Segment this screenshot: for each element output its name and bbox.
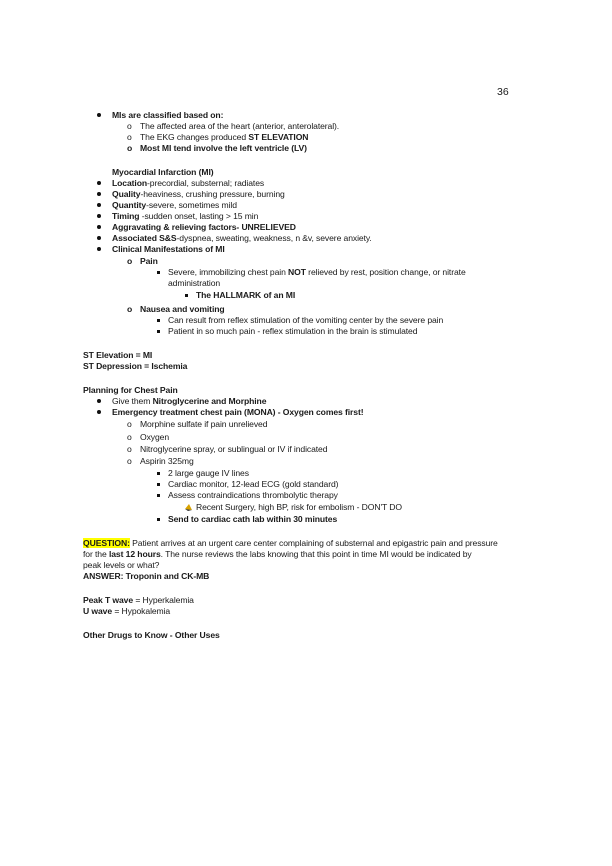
- pain-detail-line-2: administration: [168, 278, 221, 288]
- question-text-1: Patient arrives at an urgent care center complaining of substernal and epigastric pain and pressure: [129, 538, 498, 548]
- nitro-morphine-emphasis: Nitroglycerine and Morphine: [152, 396, 267, 406]
- pain-detail-text: Severe, immobilizing chest pain: [168, 267, 289, 277]
- question-line-2: [83, 549, 472, 560]
- u-wave-line: [83, 606, 170, 617]
- question-text-2a: for the: [83, 549, 109, 559]
- quality-text: -heaviness, crushing pressure, burning: [140, 189, 285, 199]
- pain-detail-line: [168, 267, 466, 278]
- nausea-detail-1: Can result from reflex stimulation of the vomiting center by the severe pain: [168, 315, 444, 325]
- bullet-square-icon: [157, 494, 160, 497]
- page-number: 36: [497, 86, 509, 98]
- u-wave-label: U wave: [83, 606, 113, 616]
- bullet-icon: [97, 113, 101, 117]
- mona-item-nitro: Nitroglycerine spray, or sublingual or IV if indicated: [140, 444, 328, 454]
- st-elevation-emphasis: ST ELEVATION: [248, 132, 309, 142]
- bullet-square-icon: [157, 472, 160, 475]
- question-line-3: peak levels or what?: [83, 560, 160, 570]
- classified-item-2-text: The EKG changes produced: [140, 132, 249, 142]
- clinical-manifestations-label: Clinical Manifestations of MI: [112, 244, 225, 254]
- mona-item-oxygen: Oxygen: [140, 432, 170, 442]
- nausea-label: Nausea and vomiting: [140, 304, 225, 314]
- classified-item-3: Most MI tend involve the left ventricle (LV): [140, 143, 307, 153]
- not-emphasis: NOT: [288, 267, 306, 277]
- location-label: Location: [112, 178, 148, 188]
- bullet-o-icon: o: [127, 143, 133, 153]
- location-line: [112, 178, 264, 189]
- bullet-square-icon: [157, 319, 160, 322]
- bullet-icon: [97, 225, 101, 229]
- bullet-icon: [97, 214, 101, 218]
- aspirin-sub-2: Cardiac monitor, 12-lead ECG (gold standard): [168, 479, 339, 489]
- question-label: QUESTION:: [83, 538, 130, 548]
- give-them-line: [112, 396, 266, 407]
- question-text-2b: . The nurse reviews the labs knowing that this point in time MI would be indicated by: [160, 549, 472, 559]
- peak-t-wave-value: = Hyperkalemia: [133, 595, 194, 605]
- aggravating-line: [112, 222, 296, 233]
- bullet-o-icon: o: [127, 121, 132, 131]
- bullet-icon: [97, 410, 101, 414]
- answer-line: ANSWER: Troponin and CK-MB: [83, 571, 210, 581]
- classified-item-1: The affected area of the heart (anterior, anterolateral).: [140, 121, 340, 131]
- cath-lab-line: Send to cardiac cath lab within 30 minutes: [168, 514, 338, 524]
- nausea-detail-2: Patient in so much pain - reflex stimulation in the brain is stimulated: [168, 326, 418, 336]
- aggravating-label: Aggravating & relieving factors: [112, 222, 237, 232]
- peak-t-wave-label: Peak T wave: [83, 595, 134, 605]
- quality-label: Quality: [112, 189, 141, 199]
- emergency-line: Emergency treatment chest pain (MONA) - Oxygen comes first!: [112, 407, 364, 417]
- other-drugs-heading: Other Drugs to Know - Other Uses: [83, 630, 220, 640]
- quantity-line: [112, 200, 237, 211]
- quantity-label: Quantity: [112, 200, 147, 210]
- quality-line: [112, 189, 285, 200]
- bullet-o-icon: o: [127, 419, 132, 429]
- classified-item-2: [140, 132, 308, 143]
- bullet-square-icon: [157, 483, 160, 486]
- bullet-o-icon: o: [127, 256, 133, 266]
- bullet-o-icon: o: [127, 432, 132, 442]
- st-depression-line: ST Depression = Ischemia: [83, 361, 188, 371]
- give-them-text: Give them: [112, 396, 153, 406]
- arrow-bullet-icon: [184, 503, 193, 512]
- peak-t-wave-line: [83, 595, 194, 606]
- bullet-square-icon: [157, 330, 160, 333]
- aspirin-sub-1: 2 large gauge IV lines: [168, 468, 249, 478]
- bullet-icon: [97, 203, 101, 207]
- associated-text: -dyspnea, sweating, weakness, n &v, severe anxiety.: [176, 233, 372, 243]
- bullet-square-icon: [157, 518, 160, 521]
- quantity-text: -severe, sometimes mild: [146, 200, 237, 210]
- timing-label: Timing: [112, 211, 140, 221]
- recent-surgery-line: Recent Surgery, high BP, risk for embolism - DON'T DO: [196, 502, 402, 512]
- pain-detail-suffix: relieved by rest, position change, or nitrate: [305, 267, 466, 277]
- bullet-icon: [97, 399, 101, 403]
- timing-line: [112, 211, 258, 222]
- bullet-o-icon: o: [127, 456, 132, 466]
- aggravating-text: - UNRELIEVED: [236, 222, 296, 232]
- bullet-o-icon: o: [127, 444, 132, 454]
- bullet-square-icon: [157, 271, 160, 274]
- associated-line: [112, 233, 372, 244]
- bullet-icon: [97, 236, 101, 240]
- hallmark-line: The HALLMARK of an MI: [196, 290, 296, 300]
- planning-heading: Planning for Chest Pain: [83, 385, 178, 395]
- bullet-o-icon: o: [127, 304, 133, 314]
- bullet-icon: [97, 247, 101, 251]
- location-text: -precordial, substernal; radiates: [147, 178, 265, 188]
- u-wave-value: = Hypokalemia: [112, 606, 171, 616]
- mi-classified-heading: MIs are classified based on:: [112, 110, 224, 120]
- associated-label: Associated S&S: [112, 233, 177, 243]
- mona-item-aspirin: Aspirin 325mg: [140, 456, 194, 466]
- bullet-icon: [97, 181, 101, 185]
- bullet-o-icon: o: [127, 132, 132, 142]
- mona-item-morphine: Morphine sulfate if pain unrelieved: [140, 419, 268, 429]
- mi-heading: Myocardial Infarction (MI): [112, 167, 214, 177]
- bullet-icon: [97, 192, 101, 196]
- pain-label: Pain: [140, 256, 158, 266]
- bullet-square-icon: [185, 294, 188, 297]
- timing-text: -sudden onset, lasting > 15 min: [139, 211, 259, 221]
- aspirin-sub-3: Assess contraindications thrombolytic therapy: [168, 490, 338, 500]
- last-12-hours-emphasis: last 12 hours: [108, 549, 161, 559]
- st-elevation-line: ST Elevation = MI: [83, 350, 153, 360]
- question-line-1: [83, 538, 498, 549]
